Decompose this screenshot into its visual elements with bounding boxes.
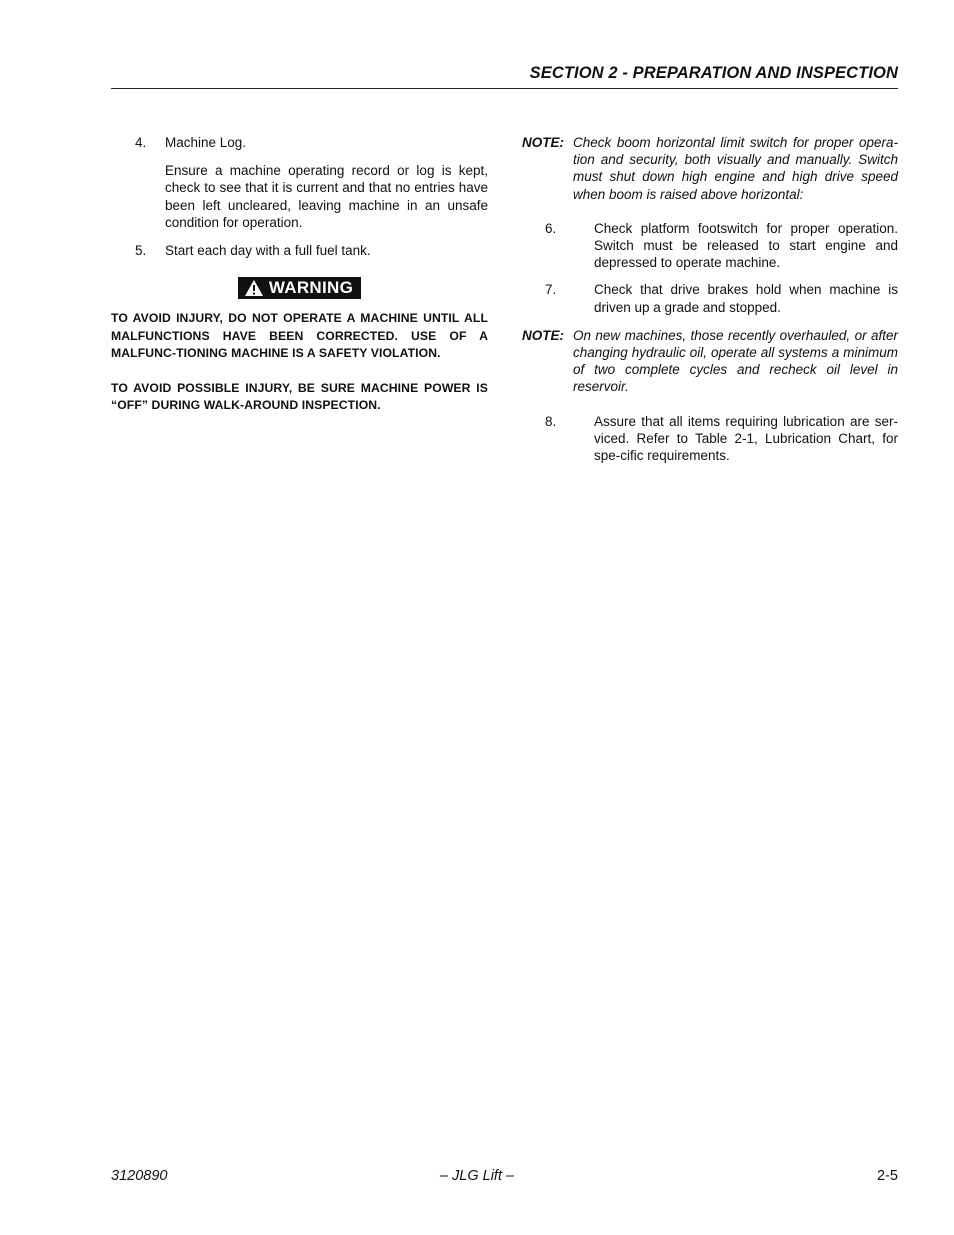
warning-badge bbox=[238, 277, 361, 299]
item-text: Assure that all items requiring lubrication are ser-viced. Refer to Table 2-1, Lubrication Chart, for spe-cific requirements. bbox=[594, 413, 898, 464]
right-column bbox=[522, 134, 898, 464]
note-1 bbox=[522, 134, 898, 203]
section-title: SECTION 2 - PREPARATION AND INSPECTION bbox=[529, 64, 898, 82]
item-number: 6. bbox=[545, 220, 557, 236]
note-2 bbox=[522, 327, 898, 396]
item-text: Start each day with a full fuel tank. bbox=[165, 243, 371, 259]
item-text: Check platform footswitch for proper operation. Switch must be released to start engine and depressed to operate machine. bbox=[594, 220, 898, 271]
footer-doc-number: 3120890 bbox=[111, 1168, 168, 1184]
item-number: 4. bbox=[135, 135, 147, 150]
machine-log-paragraph: Ensure a machine operating record or log is kept, check to see that it is current and that no entries have been left uncleared, leaving machine in an unsafe condition for operation. bbox=[165, 163, 488, 230]
item-number: 7. bbox=[545, 282, 557, 298]
list-item-4 bbox=[111, 134, 488, 151]
item-number: 5. bbox=[135, 243, 147, 259]
list-item-5 bbox=[111, 242, 488, 259]
note-label: NOTE: bbox=[522, 327, 564, 343]
warning-label: WARNING bbox=[268, 278, 354, 298]
page-header bbox=[111, 64, 898, 89]
note-label: NOTE: bbox=[522, 135, 564, 150]
footer-page-number: 2-5 bbox=[877, 1168, 898, 1184]
left-column bbox=[111, 134, 488, 415]
note-text: Check boom horizontal limit switch for proper opera-tion and security, both visually and manually. Switch must shut down high engine and high drive speed when boom is raised above horizontal: bbox=[573, 135, 898, 202]
item-title: Machine Log. bbox=[165, 135, 247, 150]
item-text: Check that drive brakes hold when machine is driven up a grade and stopped. bbox=[594, 282, 898, 315]
warning-paragraph-2: TO AVOID POSSIBLE INJURY, BE SURE MACHINE POWER IS “OFF” DURING WALK-AROUND INSPECTION. bbox=[111, 380, 488, 413]
footer-center-text: – JLG Lift – bbox=[439, 1168, 515, 1184]
list-item-6 bbox=[522, 220, 898, 272]
list-item-8 bbox=[522, 413, 898, 465]
warning-triangle-icon bbox=[244, 279, 264, 297]
note-text: On new machines, those recently overhauled, or after changing hydraulic oil, operate all systems a minimum of two complete cycles and recheck oil level in reservoir. bbox=[573, 327, 898, 395]
warning-paragraph-1: TO AVOID INJURY, DO NOT OPERATE A MACHINE UNTIL ALL MALFUNCTIONS HAVE BEEN CORRECTED. USE OF A MALFUNC-TIONING MACHINE IS A SAFETY VIOLATION. bbox=[111, 311, 488, 361]
warning-banner bbox=[111, 277, 488, 302]
item-number: 8. bbox=[545, 413, 557, 429]
list-item-7 bbox=[522, 281, 898, 315]
